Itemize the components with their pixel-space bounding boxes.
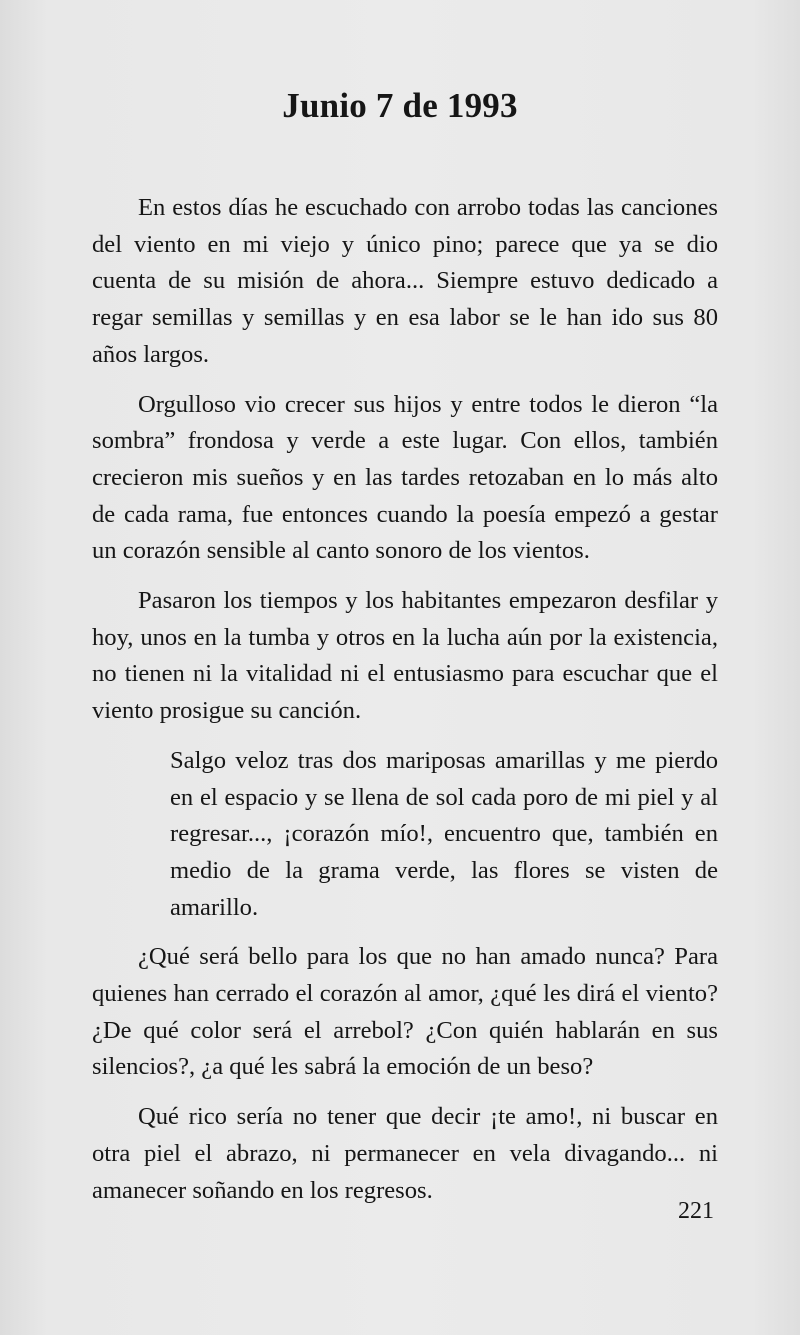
body-text bbox=[92, 190, 718, 1222]
paragraph: ¿Qué será bello para los que no han amado nunca? Para quienes han cerrado el corazón al amor, ¿qué les dirá el viento? ¿De qué color será el arrebol? ¿Con quién hablarán en sus silencios?, ¿a qué les sabrá la emoción de un beso? bbox=[92, 943, 718, 1081]
paragraph: Orgulloso vio crecer sus hijos y entre todos le dieron “la sombra” frondosa y verde a este lugar. Con ellos, también crecieron mis sueños y en las tardes retozaban en lo más alto de cada rama, fue entonces cuando la poesía empezó a gestar un corazón sensible al canto sonoro de los vientos. bbox=[92, 390, 718, 565]
indented-paragraph: Salgo veloz tras dos mariposas amarillas y me pierdo en el espacio y se llena de sol cada poro de mi piel y al regresar..., ¡corazón mío!, encuentro que, también en medio de la grama verde, las flores se visten de amarillo. bbox=[170, 746, 718, 921]
page-number: 221 bbox=[678, 1198, 714, 1224]
page-title: Junio 7 de 1993 bbox=[282, 86, 518, 125]
paragraph: En estos días he escuchado con arrobo todas las canciones del viento en mi viejo y único pino; parece que ya se dio cuenta de su misión de ahora... Siempre estuvo dedicado a regar semillas y semillas y en esa labor se le han ido sus 80 años largos. bbox=[92, 194, 718, 368]
paragraph: Pasaron los tiempos y los habitantes empezaron desfilar y hoy, unos en la tumba y otros en la lucha aún por la existencia, no tienen ni la vitalidad ni el entusiasmo para escuchar que el viento prosigue su canción. bbox=[92, 587, 718, 725]
paragraph: Qué rico sería no tener que decir ¡te amo!, ni buscar en otra piel el abrazo, ni permanecer en vela divagando... ni amanecer soñando en los regresos. bbox=[92, 1103, 718, 1204]
